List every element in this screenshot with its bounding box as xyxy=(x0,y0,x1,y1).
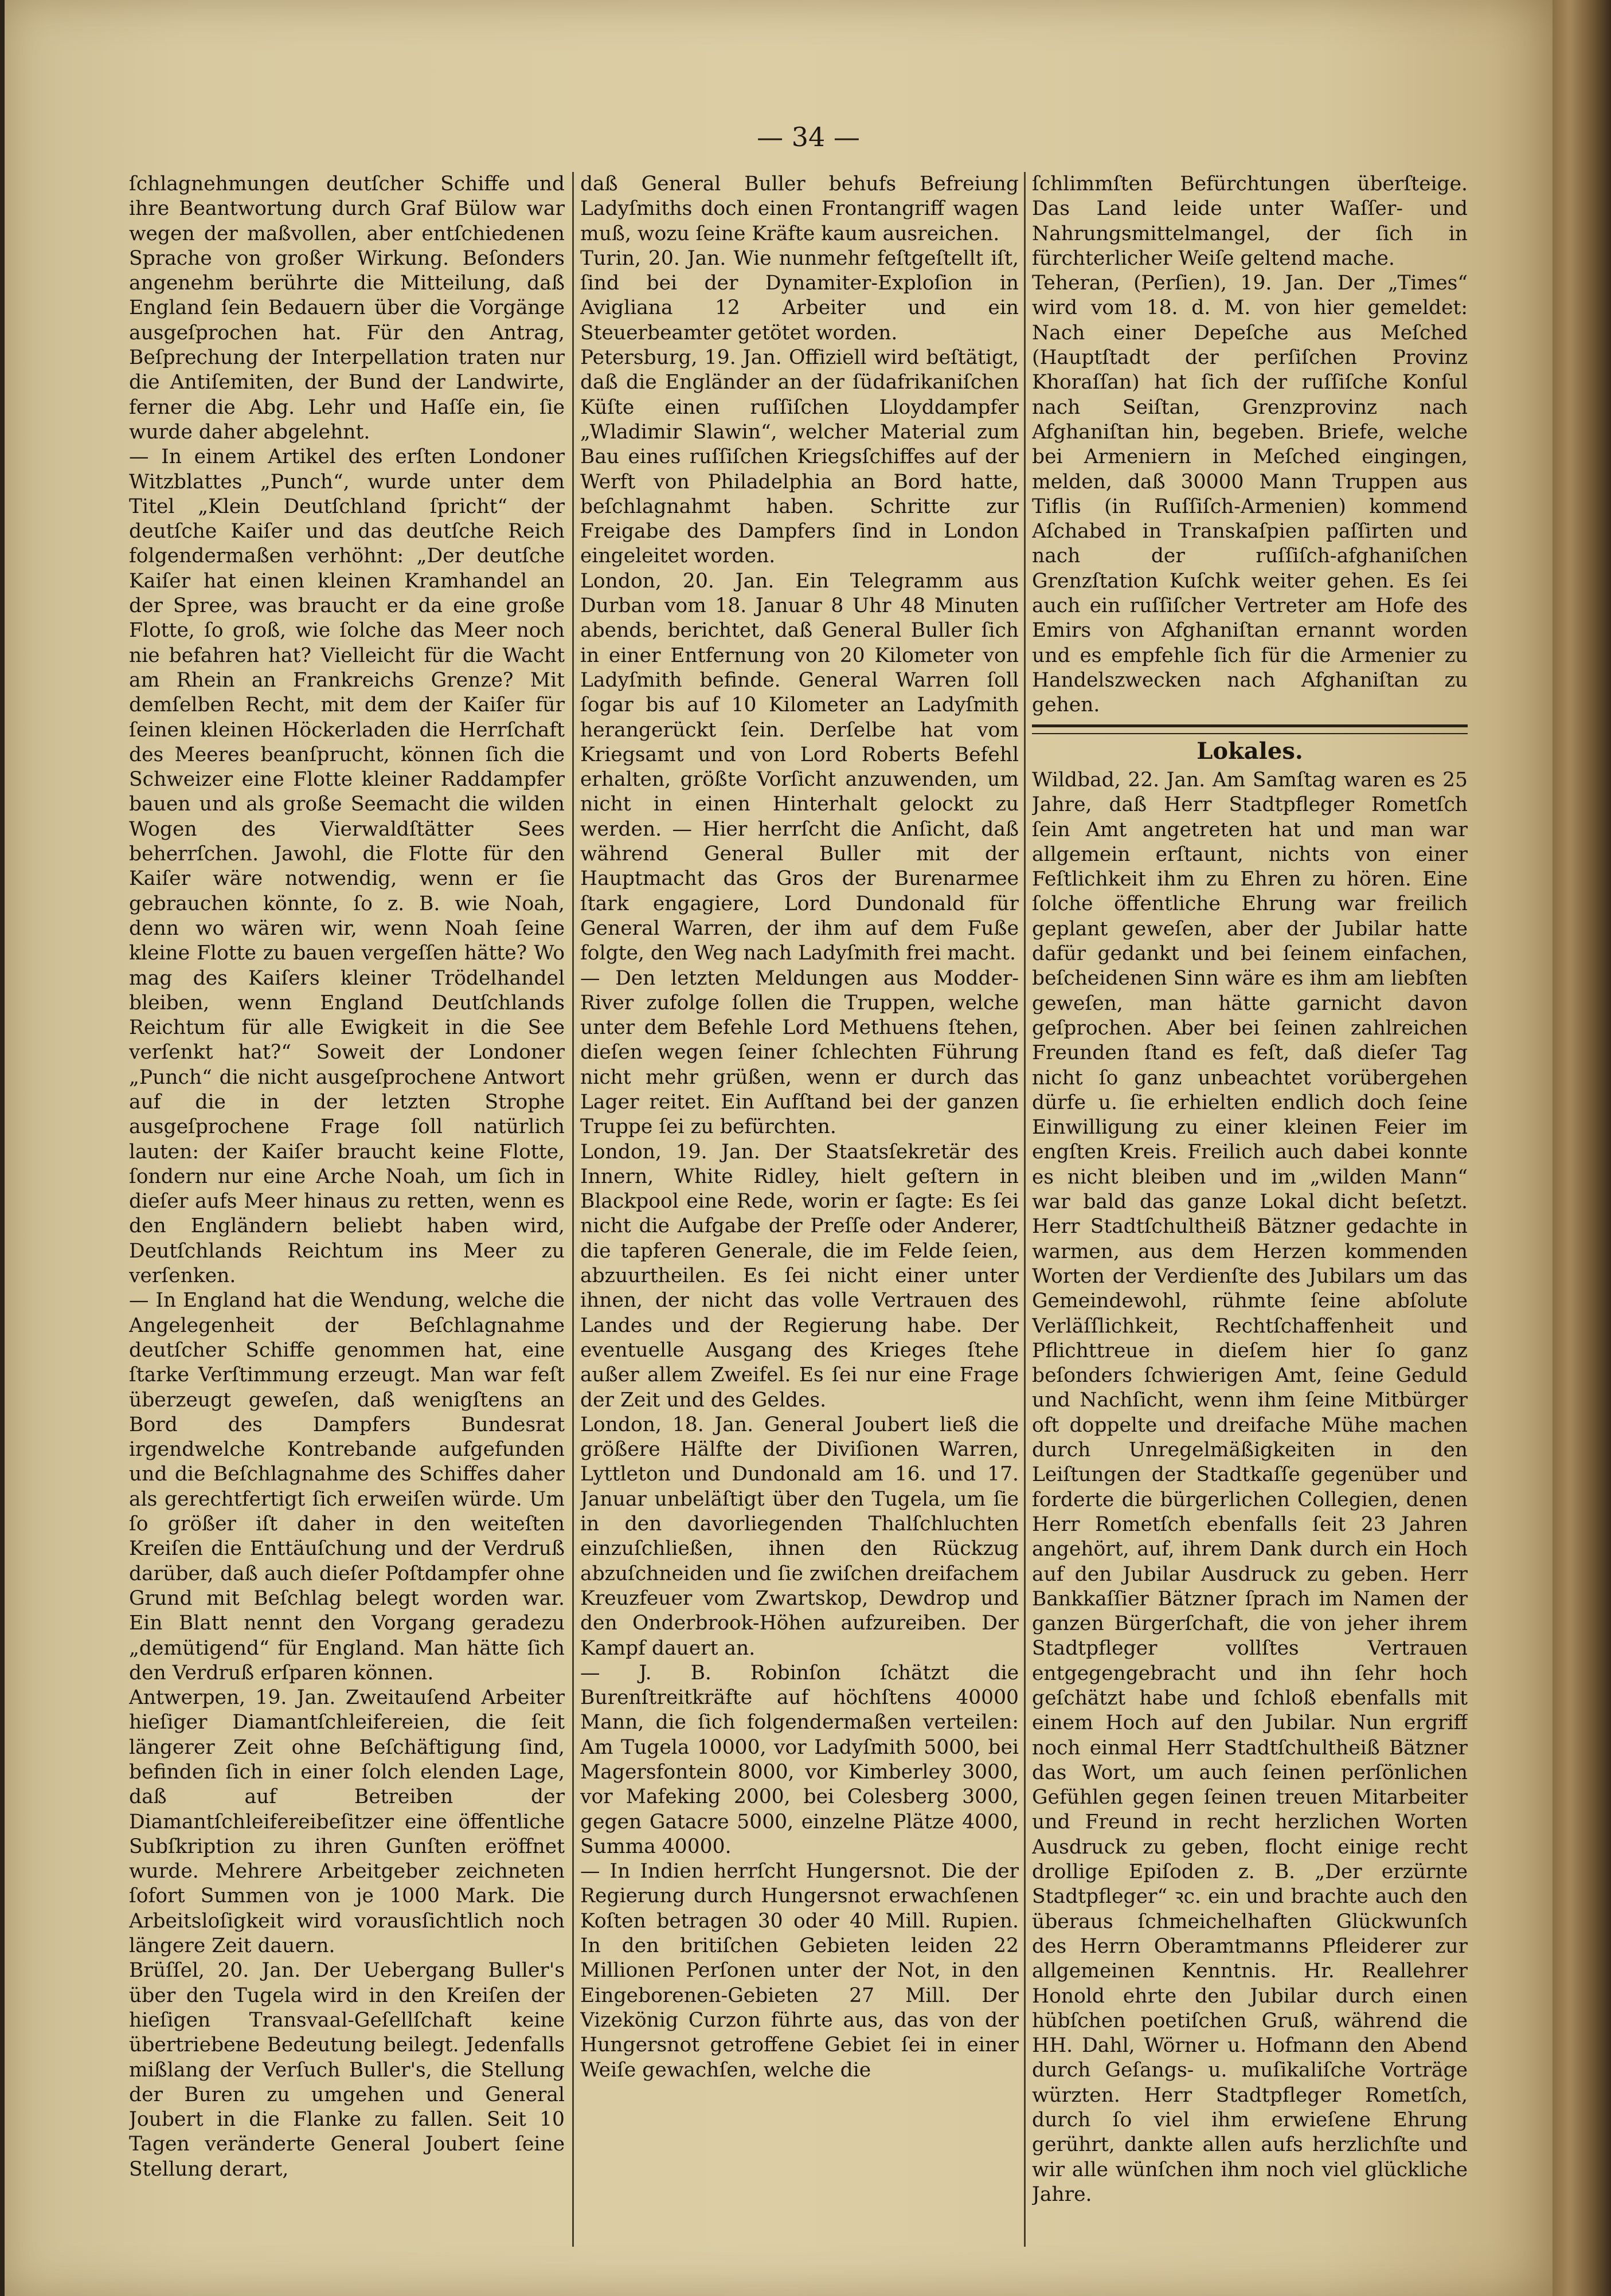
column-divider xyxy=(1024,172,1026,2247)
article-paragraph: Turin, 20. Jan. Wie nunmehr feſtgeſtellt iſt, ſind bei der Dynamiter-Exploſion in Avigliana 12 Arbeiter und ein Steuerbeamter getötet worden. xyxy=(580,246,1019,344)
article-paragraph: — In England hat die Wendung, welche die Angelegenheit der Beſchlagnahme deutſcher Schiffe genommen hat, eine ſtarke Verſtimmung erzeugt. Man war feſt überzeugt geweſen, daß wenigſtens an Bord des Dampfers Bundesrat irgendwelche Kontrebande aufgefunden und die Beſchlagnahme des Schiffes daher als gerechtfertigt ſich erweiſen würde. Um ſo größer iſt daher in den weiteſten Kreiſen die Enttäuſchung und der Verdruß darüber, daß auch dieſer Poſtdampfer ohne Grund mit Beſchlag belegt worden war. Ein Blatt nennt den Vorgang geradezu „demütigend“ für England. Man hätte ſich den Verdruß erſparen können. xyxy=(129,1289,565,1684)
article-paragraph: — In einem Artikel des erſten Londoner Witzblattes „Punch“, wurde unter dem Titel „Klein Deutſchland ſpricht“ der deutſche Kaiſer und das deutſche Reich folgendermaßen verhöhnt: „Der deutſche Kaiſer hat einen kleinen Kramhandel an der Spree, was braucht er da eine große Flotte, ſo groß, wie ſolche das Meer noch nie befahren hat? Vielleicht für die Wacht am Rhein an Frankreichs Grenze? Mit demſelben Recht, mit dem der Kaiſer für ſeinen kleinen Höckerladen die Herrſchaft des Meeres beanſprucht, können ſich die Schweizer eine Flotte kleiner Raddampfer bauen und als große Seemacht die wilden Wogen des Vierwaldſtätter Sees beherrſchen. Jawohl, die Flotte für den Kaiſer wäre notwendig, wenn er ſie gebrauchen könnte, ſo z. B. wie Noah, denn wo wären wir, wenn Noah ſeine kleine Flotte zu bauen vergeſſen hätte? Wo mag des Kaiſers kleiner Trödelhandel bleiben, wenn England Deutſchlands Reichtum für alle Ewigkeit in die See verſenkt hat?“ Soweit der Londoner „Punch“ die nicht ausgeſprochene Antwort auf die in der letzten Strophe ausgeſprochene Frage ſoll natürlich lauten: der Kaiſer braucht keine Flotte, ſondern nur eine Arche Noah, um ſich in dieſer aufs Meer hinaus zu retten, wenn es den Engländern beliebt haben wird, Deutſchlands Reichtum ins Meer zu verſenken. xyxy=(129,445,565,1288)
column-divider xyxy=(572,172,574,2247)
article-paragraph: Brüſſel, 20. Jan. Der Uebergang Buller's über den Tugela wird in den Kreiſen der hieſigen Transvaal-Geſellſchaft keine übertriebene Bedeutung beilegt. Jedenfalls mißlang der Verſuch Buller's, die Stellung der Buren zu umgehen und General Joubert in die Flanke zu fallen. Seit 10 Tagen veränderte General Joubert ſeine Stellung derart, xyxy=(129,1959,565,2181)
column-right-lower xyxy=(1032,768,1468,2252)
article-paragraph: — J. B. Robinſon ſchätzt die Burenſtreitkräfte auf höchſtens 40000 Mann, die ſich folgendermaßen verteilen: Am Tugela 10000, vor Ladyſmith 5000, bei Magersfontein 8000, vor Kimberley 3000, vor Mafeking 2000, bei Colesberg 3000, gegen Gatacre 5000, einzelne Plätze 4000, Summa 40000. xyxy=(580,1661,1019,1858)
column-middle xyxy=(580,172,1019,2224)
article-paragraph: — Den letzten Meldungen aus Modder-River zufolge ſollen die Truppen, welche unter dem Befehle Lord Methuens ſtehen, dieſen wegen ſeiner ſchlechten Führung nicht mehr grüßen, wenn er durch das Lager reitet. Ein Aufſtand bei der ganzen Truppe ſei zu befürchten. xyxy=(580,966,1019,1139)
article-paragraph: Wildbad, 22. Jan. Am Samſtag waren es 25 Jahre, daß Herr Stadtpfleger Rometſch ſein Amt angetreten hat und man war allgemein erſtaunt, nichts von einer Feſtlichkeit ihm zu Ehren zu hören. Eine ſolche öffentliche Ehrung war freilich geplant geweſen, aber der Jubilar hatte dafür gedankt und bei ſeinem einfachen, beſcheidenen Sinn wäre es ihm am liebſten geweſen, man hätte garnicht davon geſprochen. Aber bei ſeinen zahlreichen Freunden ſtand es feſt, daß dieſer Tag nicht ſo ganz unbeachtet vorübergehen dürfe u. ſie erhielten endlich doch ſeine Einwilligung zu einer kleinen Feier im engſten Kreis. Freilich auch dabei konnte es nicht bleiben und im „wilden Mann“ war bald das ganze Lokal dicht beſetzt. Herr Stadtſchultheiß Bätzner gedachte in warmen, aus dem Herzen kommenden Worten der Verdienſte des Jubilars um das Gemeindewohl, rühmte ſeine abſolute Verläſſlichkeit, Rechtſchaffenheit und Pflichttreue in dieſem hier ſo ganz beſonders ſchwierigen Amt, ſeine Geduld und Nachſicht, wenn ihm ſeine Mitbürger oft doppelte und dreifache Mühe machen durch Unregelmäßigkeiten in den Leiſtungen der Stadtkaſſe gegenüber und forderte die bürgerlichen Collegien, denen Herr Rometſch ebenfalls ſeit 23 Jahren angehört, auf, ihrem Dank durch ein Hoch auf den Jubilar Ausdruck zu geben. Herr Bankkaſſier Bätzner ſprach im Namen der ganzen Bürgerſchaft, die von jeher ihrem Stadtpfleger vollſtes Vertrauen entgegengebracht und ihn ſehr hoch geſchätzt habe und ſchloß ebenfalls mit einem Hoch auf den Jubilar. Nun ergriff noch einmal Herr Stadtſchultheiß Bätzner das Wort, um auch ſeinen perſönlichen Gefühlen gegen ſeinen treuen Mitarbeiter und Freund in recht herzlichen Worten Ausdruck zu geben, flocht einige recht drollige Epiſoden z. B. „Der erzürnte Stadtpfleger“ ꝛc. ein und brachte auch den überaus ſchmeichelhaften Glückwunſch des Herrn Oberamtmanns Pfleiderer zur allgemeinen Kenntnis. Hr. Reallehrer Honold ehrte den Jubilar durch einen hübſchen poetiſchen Gruß, während die HH. Dahl, Wörner u. Hofmann den Abend durch Geſangs- u. muſikaliſche Vorträge würzten. Herr Stadtpfleger Rometſch, durch ſo viel ihm erwieſene Ehrung gerührt, dankte allen aufs herzlichſte und wir alle wünſchen ihm noch viel glückliche Jahre. xyxy=(1032,769,1468,2206)
article-paragraph: London, 20. Jan. Ein Telegramm aus Durban vom 18. Januar 8 Uhr 48 Minuten abends, berichtet, daß General Buller ſich in einer Entfernung von 20 Kilometer von Ladyſmith befinde. General Warren ſoll ſogar bis auf 10 Kilometer an Ladyſmith herangerückt ſein. Derſelbe hat vom Kriegsamt und von Lord Roberts Befehl erhalten, größte Vorſicht anzuwenden, um nicht in einen Hinterhalt gelockt zu werden. — Hier herrſcht die Anſicht, daß während General Buller mit der Hauptmacht das Gros der Burenarmee ſtark engagiere, Lord Dundonald für General Warren, der ihm auf dem Fuße folgte, den Weg nach Ladyſmith frei macht. xyxy=(580,569,1019,965)
column-left xyxy=(129,172,565,2224)
page-number: — 34 — xyxy=(757,122,860,152)
article-paragraph: London, 19. Jan. Der Staatsſekretär des Innern, White Ridley, hielt geſtern in Blackpool eine Rede, worin er ſagte: Es ſei nicht die Aufgabe der Preſſe oder Anderer, die tapferen Generale, die im Felde ſeien, abzuurtheilen. Es ſei nicht einer unter ihnen, der nicht das volle Vertrauen des Landes und der Regierung habe. Der eventuelle Ausgang des Krieges ſtehe außer allem Zweifel. Es ſei nur eine Frage der Zeit und des Geldes. xyxy=(580,1140,1019,1412)
article-paragraph: London, 18. Jan. General Joubert ließ die größere Hälfte der Diviſionen Warren, Lyttleton und Dundonald am 16. und 17. Januar unbeläſtigt über den Tugela, um ſie in den davorliegenden Thalſchluchten einzuſchließen, ihnen den Rückzug abzuſchneiden und ſie zwiſchen dreifachem Kreuzfeuer vom Zwartskop, Dewdrop und den Onderbrook-Höhen aufzureiben. Der Kampf dauert an. xyxy=(580,1413,1019,1660)
article-paragraph: ſchlagnehmungen deutſcher Schiffe und ihre Beantwortung durch Graf Bülow war wegen der maßvollen, aber entſchiedenen Sprache von großer Wirkung. Beſonders angenehm berührte die Mitteilung, daß England ſein Bedauern über die Vorgänge ausgeſprochen hat. Für den Antrag, Beſprechung der Interpellation traten nur die Antiſemiten, der Bund der Landwirte, ferner die Abg. Lehr und Haſſe ein, ſie wurde daher abgelehnt. xyxy=(129,173,565,444)
article-paragraph: daß General Buller behufs Befreiung Ladyſmiths doch einen Frontangriff wagen muß, wozu ſeine Kräfte kaum ausreichen. xyxy=(580,173,1019,245)
article-paragraph: Petersburg, 19. Jan. Offiziell wird beſtätigt, daß die Engländer an der ſüdafrikaniſchen Küſte einen ruſſiſchen Lloyddampfer „Wladimir Slawin“, welcher Material zum Bau eines ruſſiſchen Kriegsſchiffes auf der Werft von Philadelphia an Bord hatte, beſchlagnahmt haben. Schritte zur Freigabe des Dampfers ſind in London eingeleitet worden. xyxy=(580,346,1019,568)
article-paragraph: Antwerpen, 19. Jan. Zweitauſend Arbeiter hieſiger Diamantſchleifereien, die ſeit längerer Zeit ohne Beſchäftigung ſind, befinden ſich in einer ſolch elenden Lage, daß auf Betreiben der Diamantſchleifereibeſitzer eine öffentliche Subſkription zu ihren Gunſten eröffnet wurde. Mehrere Arbeitgeber zeichneten ſofort Summen von je 1000 Mark. Die Arbeitsloſigkeit wird vorausſichtlich noch längere Zeit dauern. xyxy=(129,1686,565,1958)
section-heading: Lokales. xyxy=(1196,738,1303,765)
article-paragraph: — In Indien herrſcht Hungersnot. Die der Regierung durch Hungersnot erwachſenen Koſten betragen 30 oder 40 Mill. Rupien. In den britiſchen Gebieten leiden 22 Millionen Perſonen unter der Not, in den Eingeborenen-Gebieten 27 Mill. Der Vizekönig Curzon führte aus, das von der Hungersnot getroffene Gebiet ſei in einer Weiſe gewachſen, welche die xyxy=(580,1860,1019,2082)
article-paragraph: Teheran, (Perſien), 19. Jan. Der „Times“ wird vom 18. d. M. von hier gemeldet: Nach einer Depeſche aus Meſched (Hauptſtadt der perſiſchen Provinz Khoraſſan) hat ſich der ruſſiſche Konſul nach Seiſtan, Grenzprovinz nach Afghaniſtan hin, begeben. Briefe, welche bei Armeniern in Meſched eingingen, melden, daß 30000 Mann Truppen aus Tiflis (in Ruſſiſch-Armenien) kommend Aſchabed in Transkaſpien paſſirten und nach der ruſſiſch-afghaniſchen Grenzſtation Kuſchk weiter gehen. Es ſei auch ein ruſſiſcher Vertreter am Hofe des Emirs von Afghaniſtan ernannt worden und es empfehle ſich für die Armenier zu Handelszwecken nach Afghaniſtan zu gehen. xyxy=(1032,272,1468,717)
article-paragraph: ſchlimmſten Befürchtungen überſteige. Das Land leide unter Waſſer- und Nahrungsmittelmangel, der ſich in fürchterlicher Weiſe geltend mache. xyxy=(1032,173,1468,270)
column-right-upper xyxy=(1032,172,1468,722)
section-divider xyxy=(1032,724,1468,734)
book-binding-edge xyxy=(1553,0,1611,2296)
